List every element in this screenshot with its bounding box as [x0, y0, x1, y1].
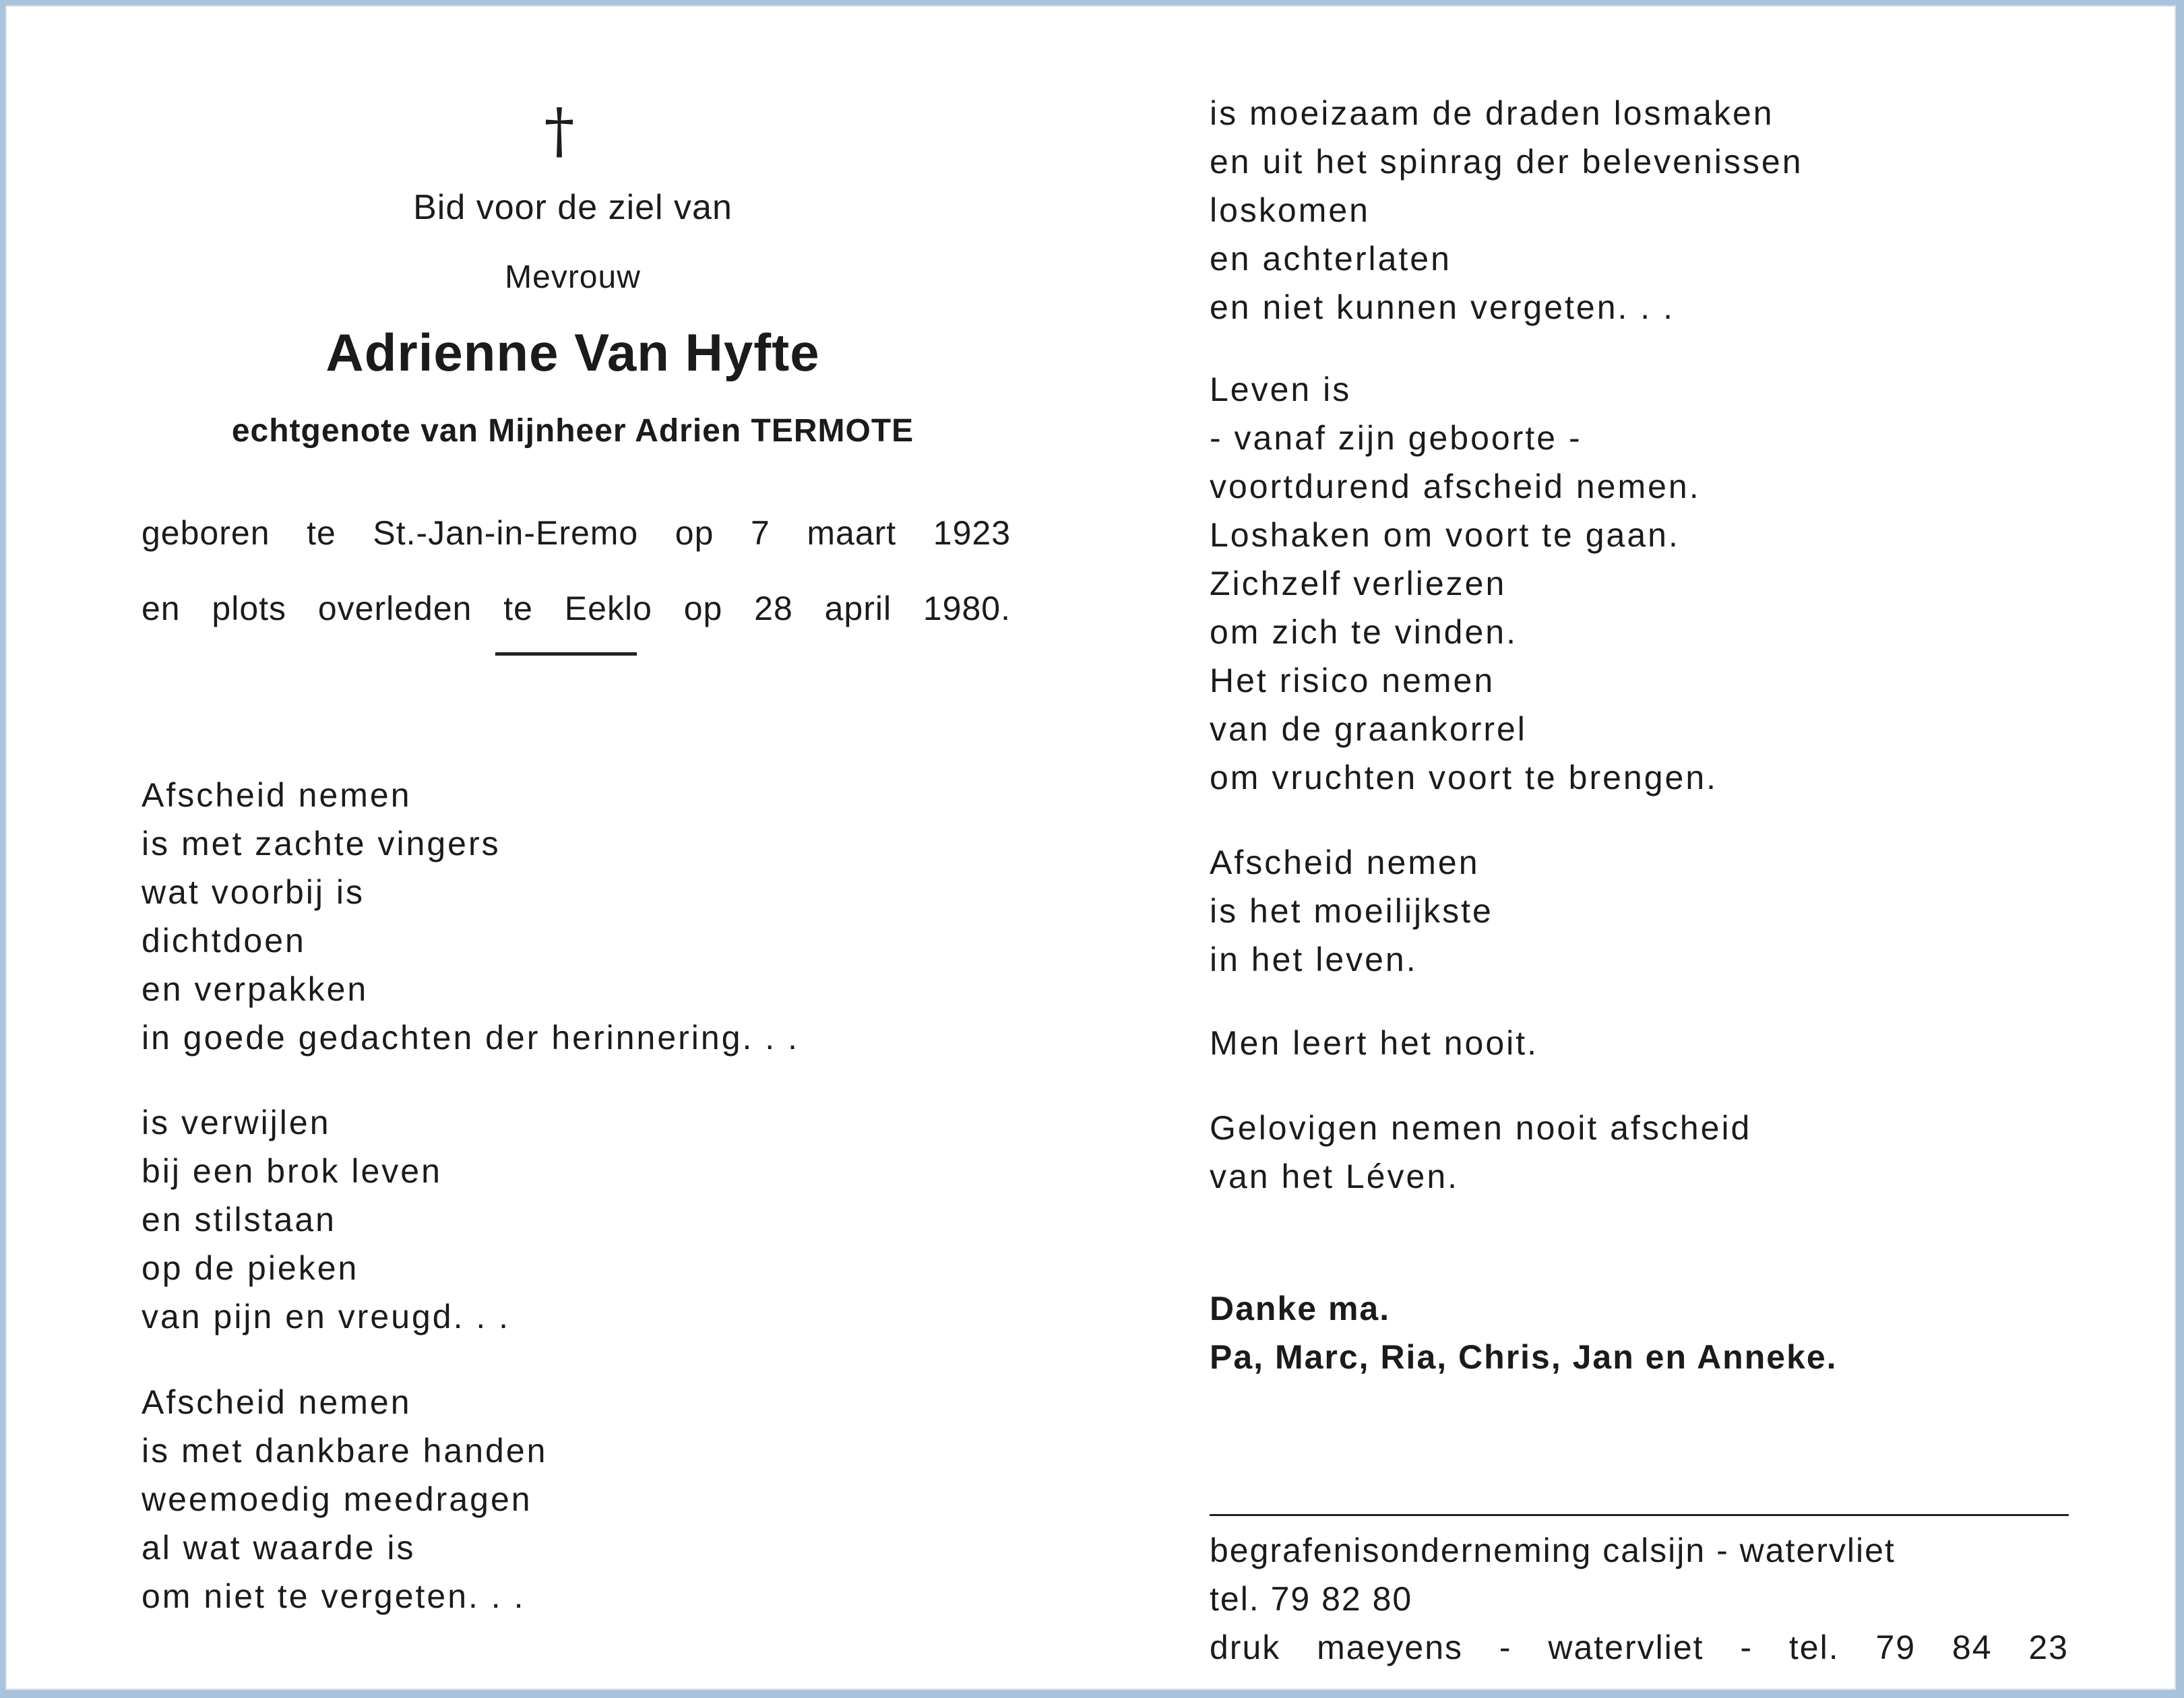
memorial-card — [5, 5, 2176, 1690]
poem-line: en stilstaan — [142, 1201, 336, 1238]
poem-line: van pijn en vreugd. . . — [142, 1298, 511, 1335]
birth-line: geboren te St.-Jan-in-Eremo op 7 maart 1923 — [142, 514, 1011, 552]
funeral-home: begrafenisonderneming calsijn - watervliet — [1210, 1532, 1896, 1569]
poem-line: weemoedig meedragen — [142, 1480, 532, 1518]
invocation: Bid voor de ziel van — [413, 188, 732, 227]
poem-line: is moeizaam de draden losmaken — [1210, 94, 1774, 132]
poem-stanza — [1210, 1019, 1538, 1067]
poem-line: Afscheid nemen — [142, 1383, 412, 1421]
poem-line: Loshaken om voort te gaan. — [1210, 516, 1680, 554]
printer-info — [1210, 1526, 2069, 1672]
poem-line: Zichzelf verliezen — [1210, 565, 1507, 602]
poem-stanza — [1210, 838, 1493, 984]
poem-line: - vanaf zijn geboorte - — [1210, 419, 1582, 457]
poem-line: in goede gedachten der herinnering. . . — [142, 1019, 799, 1057]
poem-stanza — [1210, 1104, 1751, 1201]
death-line: en plots overleden te Eeklo op 28 april 1980. — [142, 590, 1011, 627]
poem-line: is met dankbare handen — [142, 1432, 548, 1470]
thanks-block — [1210, 1284, 1838, 1381]
honorific: Mevrouw — [505, 259, 641, 295]
poem-stanza — [142, 1098, 510, 1341]
family-names: Pa, Marc, Ria, Chris, Jan en Anneke. — [1210, 1338, 1838, 1376]
cross-icon: † — [544, 96, 575, 166]
poem-line: om niet te vergeten. . . — [142, 1577, 526, 1615]
poem-line: dichtdoen — [142, 922, 306, 960]
poem-line: Afscheid nemen — [1210, 844, 1480, 881]
poem-line: is het moeilijkste — [1210, 892, 1493, 930]
poem-line: op de pieken — [142, 1249, 359, 1287]
poem-line: bij een brok leven — [142, 1152, 442, 1190]
poem-line: en verpakken — [142, 970, 369, 1008]
printer-divider — [1210, 1514, 2069, 1516]
poem-line: van het Léven. — [1210, 1158, 1460, 1195]
poem-line: en niet kunnen vergeten. . . — [1210, 288, 1675, 326]
poem-line: en achterlaten — [1210, 240, 1452, 278]
poem-stanza — [1210, 365, 1718, 802]
funeral-home-phone: tel. 79 82 80 — [1210, 1580, 1413, 1618]
life-dates — [142, 495, 1011, 646]
poem-line: Gelovigen nemen nooit afscheid — [1210, 1109, 1752, 1147]
poem-line: van de graankorrel — [1210, 710, 1527, 748]
poem-line: Afscheid nemen — [142, 776, 412, 814]
thanks-line: Danke ma. — [1210, 1290, 1391, 1327]
poem-line: is met zachte vingers — [142, 825, 501, 862]
deceased-name: Adrienne Van Hyfte — [325, 323, 820, 382]
poem-line: loskomen — [1210, 191, 1370, 229]
poem-line: in het leven. — [1210, 941, 1418, 978]
poem-line: Men leert het nooit. — [1210, 1024, 1539, 1062]
poem-line: al wat waarde is — [142, 1529, 416, 1567]
spouse-line: echtgenote van Mijnheer Adrien TERMOTE — [231, 413, 914, 449]
poem-line: om vruchten voort te brengen. — [1210, 759, 1718, 796]
poem-line: Het risico nemen — [1210, 662, 1495, 699]
poem-stanza — [142, 771, 799, 1062]
poem-line: is verwijlen — [142, 1104, 331, 1141]
poem-line: voortdurend afscheid nemen. — [1210, 468, 1701, 505]
poem-stanza — [142, 1378, 547, 1621]
poem-line: om zich te vinden. — [1210, 613, 1518, 651]
poem-stanza — [1210, 89, 1803, 332]
poem-line: en uit het spinrag der belevenissen — [1210, 143, 1803, 181]
poem-line: wat voorbij is — [142, 873, 365, 911]
print-shop: druk maeyens - watervliet - tel. 79 84 23 — [1210, 1629, 2069, 1666]
divider — [495, 652, 637, 656]
poem-line: Leven is — [1210, 371, 1352, 408]
